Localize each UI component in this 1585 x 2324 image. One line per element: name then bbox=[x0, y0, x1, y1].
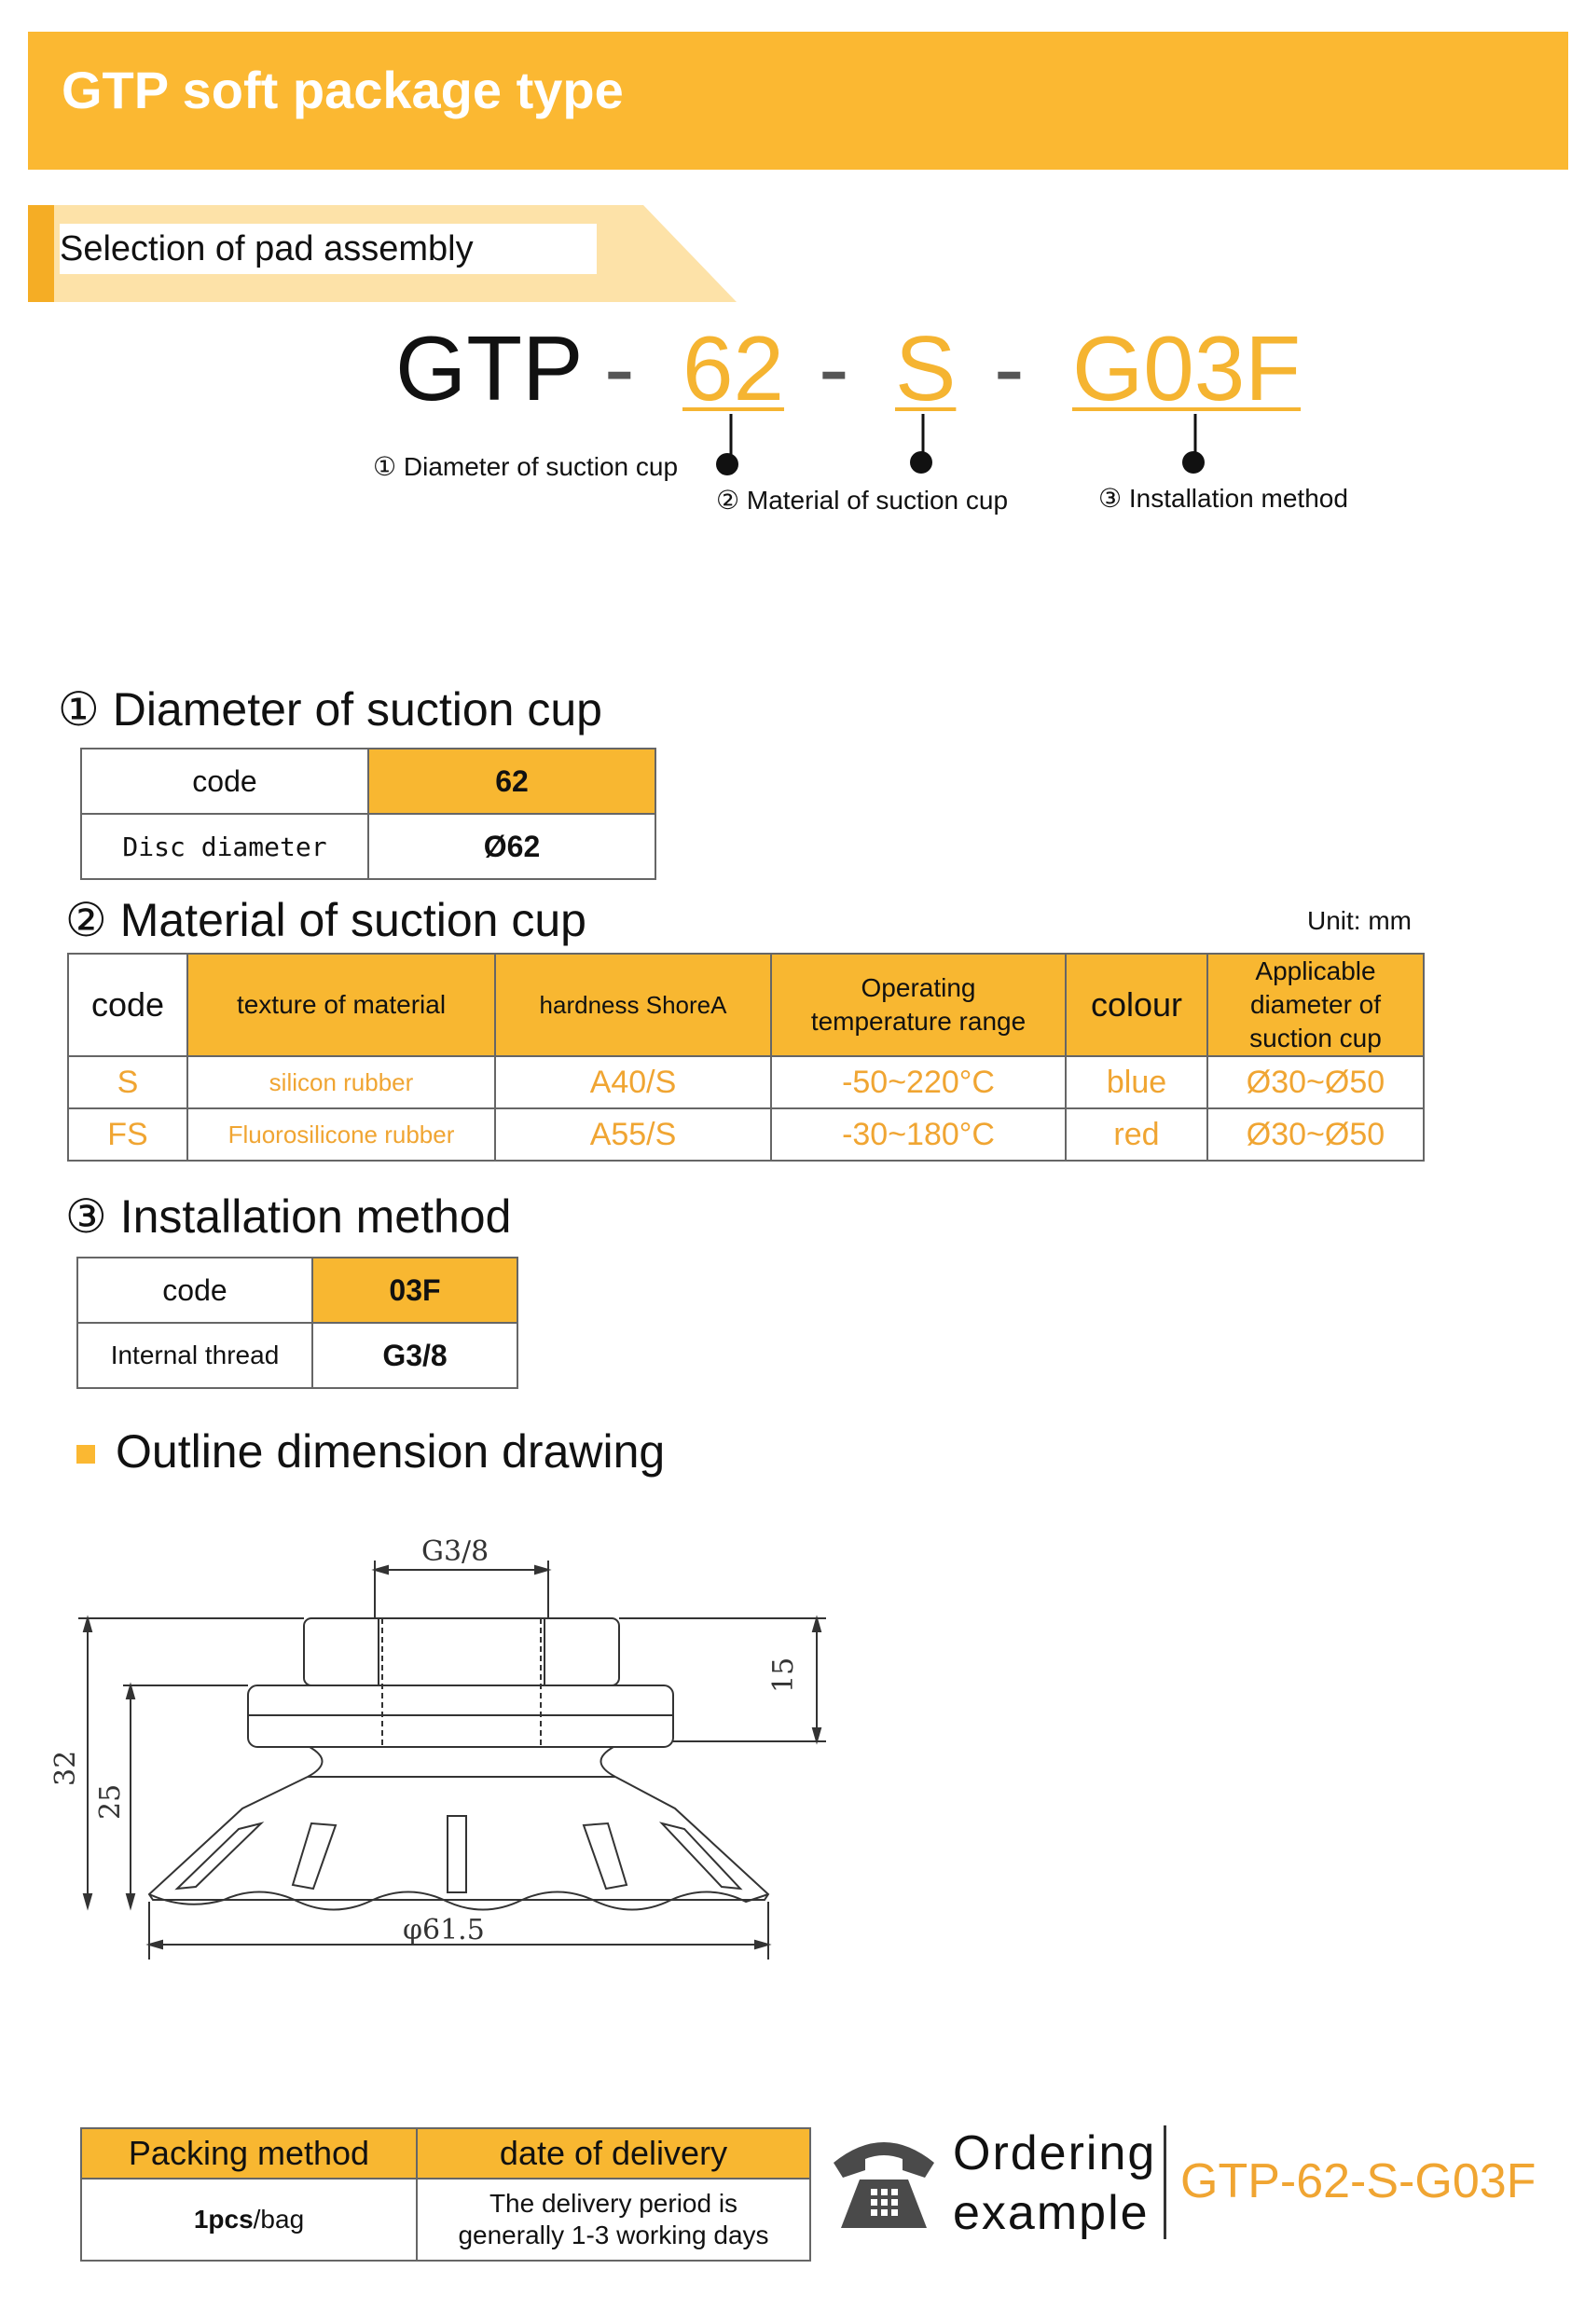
mat-row-texture: silicon rubber bbox=[187, 1056, 495, 1108]
mat-row-temp: -50~220°C bbox=[771, 1056, 1066, 1108]
mat-header-colour: colour bbox=[1066, 954, 1207, 1056]
install-heading: ③ Installation method bbox=[65, 1190, 512, 1243]
disc-diameter-value: Ø62 bbox=[368, 814, 655, 879]
pn-prefix: GTP bbox=[395, 317, 584, 419]
mat-row-code: FS bbox=[68, 1108, 187, 1161]
pn-install: G03F bbox=[1072, 317, 1302, 419]
mat-row-colour: blue bbox=[1066, 1056, 1207, 1108]
selection-label: Selection of pad assembly bbox=[60, 224, 597, 274]
mat-row-applicable: Ø30~Ø50 bbox=[1207, 1108, 1424, 1161]
ordering-code: GTP-62-S-G03F bbox=[1180, 2154, 1537, 2208]
table-row bbox=[68, 1056, 1424, 1108]
packing-table bbox=[80, 2127, 811, 2262]
dim-diameter-label: φ61.5 bbox=[403, 1914, 485, 1946]
delivery-date-header: date of delivery bbox=[417, 2128, 810, 2179]
dim-thread-label: G3/8 bbox=[421, 1535, 489, 1568]
delivery-date-value bbox=[417, 2179, 810, 2261]
delivery-line-2: generally 1-3 working days bbox=[458, 2221, 769, 2249]
diameter-code-label: code bbox=[81, 749, 368, 814]
ordering-line-2: example bbox=[953, 2186, 1150, 2240]
install-code-value: 03F bbox=[312, 1258, 517, 1323]
mat-row-colour: red bbox=[1066, 1108, 1207, 1161]
pn-material: S bbox=[895, 317, 957, 419]
material-table bbox=[67, 953, 1425, 1162]
dim-15-label: 15 bbox=[767, 1657, 800, 1693]
install-code-label: code bbox=[77, 1258, 312, 1323]
packing-method-value bbox=[81, 2179, 417, 2261]
callout-material: ② Material of suction cup bbox=[716, 486, 1009, 515]
outline-drawing bbox=[49, 1529, 858, 1976]
mat-header-temp: Operating temperature range bbox=[771, 954, 1066, 1056]
mat-header-texture: texture of material bbox=[187, 954, 495, 1056]
mat-header-hardness: hardness ShoreA bbox=[495, 954, 771, 1056]
mat-row-hardness: A55/S bbox=[495, 1108, 771, 1161]
delivery-line-1: The delivery period is bbox=[489, 2189, 738, 2218]
install-table bbox=[76, 1257, 518, 1389]
mat-header-applicable: Applicable diameter of suction cup bbox=[1207, 954, 1424, 1056]
ordering-divider bbox=[1164, 2125, 1166, 2239]
callout-install: ③ Installation method bbox=[1098, 484, 1348, 513]
dim-25-label: 25 bbox=[94, 1783, 127, 1820]
mat-row-temp: -30~180°C bbox=[771, 1108, 1066, 1161]
packing-unit: /bag bbox=[253, 2205, 305, 2234]
callout-diameter: ① Diameter of suction cup bbox=[373, 452, 679, 481]
mat-row-code: S bbox=[68, 1056, 187, 1108]
page-title: GTP soft package type bbox=[62, 61, 624, 119]
pn-dash-2: - bbox=[819, 317, 849, 419]
diameter-code-value: 62 bbox=[368, 749, 655, 814]
outline-bullet-icon bbox=[76, 1445, 95, 1464]
pn-diameter: 62 bbox=[682, 317, 785, 419]
mat-header-code: code bbox=[68, 954, 187, 1056]
disc-diameter-label: Disc diameter bbox=[81, 814, 368, 879]
outline-heading: Outline dimension drawing bbox=[116, 1425, 666, 1478]
ordering-line-1: Ordering bbox=[953, 2126, 1157, 2180]
packing-method-header: Packing method bbox=[81, 2128, 417, 2179]
packing-qty: 1pcs bbox=[193, 2205, 254, 2234]
mat-row-hardness: A40/S bbox=[495, 1056, 771, 1108]
table-row bbox=[68, 1108, 1424, 1161]
diameter-table bbox=[80, 748, 656, 880]
material-heading: ② Material of suction cup bbox=[65, 894, 586, 946]
diameter-heading: ① Diameter of suction cup bbox=[58, 683, 602, 736]
telephone-icon bbox=[826, 2131, 942, 2232]
internal-thread-label: Internal thread bbox=[77, 1323, 312, 1388]
unit-label: Unit: mm bbox=[1307, 906, 1412, 935]
pn-dash-1: - bbox=[604, 317, 635, 419]
internal-thread-value: G3/8 bbox=[312, 1323, 517, 1388]
mat-row-texture: Fluorosilicone rubber bbox=[187, 1108, 495, 1161]
pn-dash-3: - bbox=[994, 317, 1025, 419]
dim-32-label: 32 bbox=[49, 1750, 82, 1786]
callout-lines bbox=[0, 0, 1585, 522]
mat-row-applicable: Ø30~Ø50 bbox=[1207, 1056, 1424, 1108]
ordering-label bbox=[953, 2124, 1156, 2243]
